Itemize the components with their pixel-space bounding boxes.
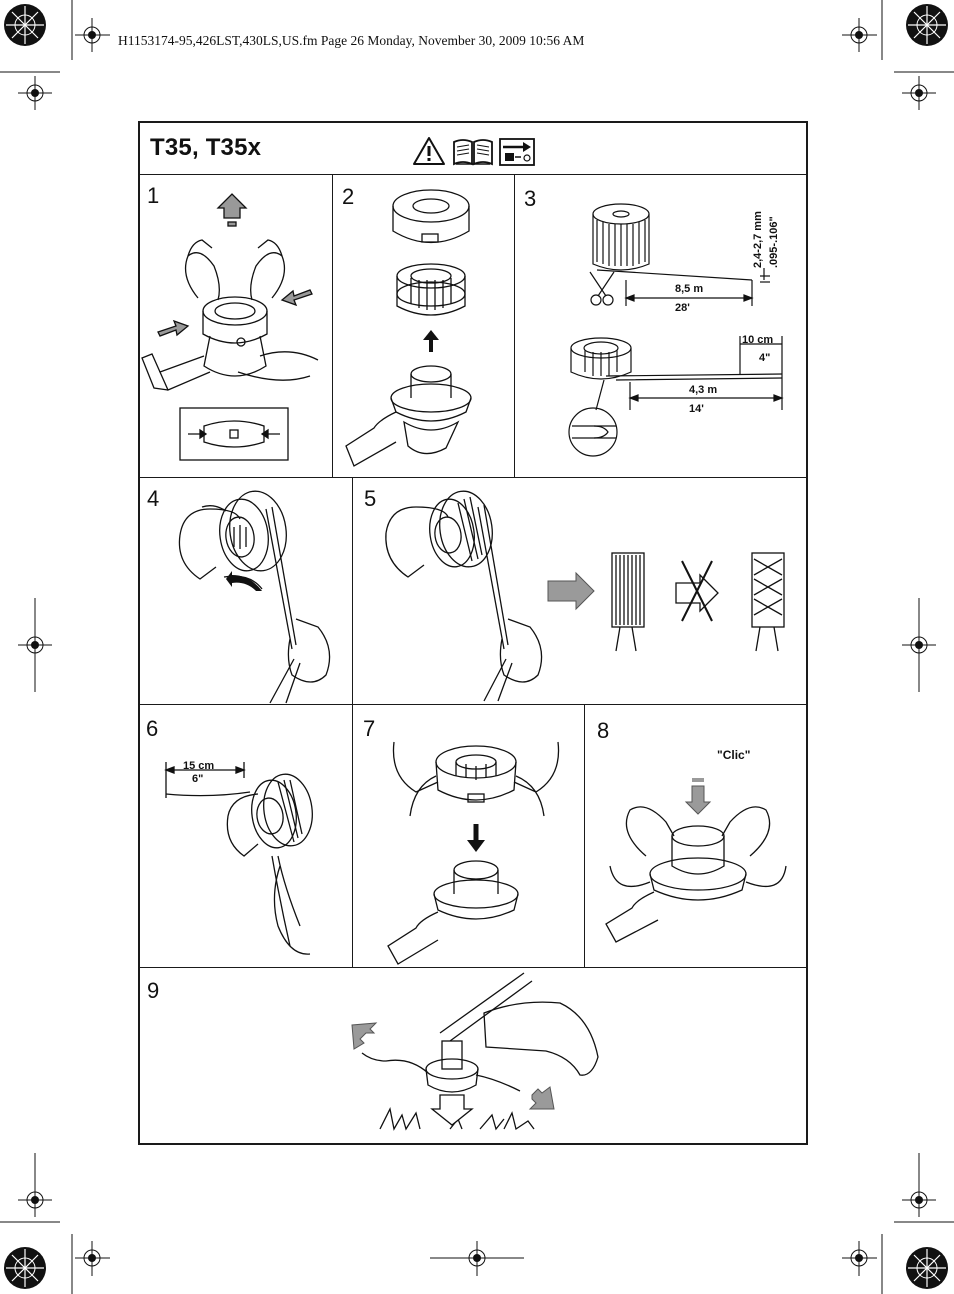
warning-icon (412, 136, 446, 166)
divider (138, 967, 808, 968)
divider (332, 174, 333, 477)
step-number-5: 5 (364, 486, 377, 511)
end-length-cm-label: 10 cm (742, 334, 774, 346)
line-length-m-label: 8,5 m (675, 283, 704, 295)
line-diameter-mm-label: 2,4-2,7 mm (752, 211, 764, 268)
half-length-ft-label: 14' (689, 403, 704, 415)
divider (352, 477, 353, 967)
step8-illustration (586, 706, 806, 966)
divider (138, 477, 808, 478)
end-length-in-label: 4" (759, 352, 771, 364)
page-title: T35, T35x (150, 134, 262, 161)
step-number-7: 7 (363, 716, 376, 741)
divider (514, 174, 515, 477)
tail-length-cm-label: 15 cm (183, 760, 215, 772)
divider (138, 704, 808, 705)
line-diameter-in-label: .095-.106" (768, 216, 780, 268)
step1-illustration (140, 176, 330, 476)
step-number-2: 2 (342, 184, 355, 209)
manual-book-icon (452, 138, 494, 166)
line-length-ft-label: 28' (675, 302, 690, 314)
step5-illustration (354, 479, 806, 703)
step2-illustration (334, 176, 512, 476)
half-length-m-label: 4,3 m (689, 384, 718, 396)
step9-illustration (140, 969, 806, 1144)
tail-length-in-label: 6" (192, 773, 204, 785)
step-number-8: 8 (597, 718, 610, 743)
step-number-6: 6 (146, 716, 159, 741)
divider (584, 704, 585, 967)
click-sound-label: "Clic" (717, 748, 751, 762)
step4-illustration (140, 479, 350, 703)
print-file-header: H1153174-95,426LST,430LS,US.fm Page 26 Monday, November 30, 2009 10:56 AM (118, 33, 585, 48)
step-number-3: 3 (524, 186, 537, 211)
divider (138, 174, 808, 175)
step-number-4: 4 (147, 486, 160, 511)
step7-illustration (354, 706, 582, 966)
step6-illustration (140, 706, 350, 966)
step-number-9: 9 (147, 978, 160, 1003)
step-number-1: 1 (147, 183, 160, 208)
arrow-box-icon (499, 138, 535, 166)
